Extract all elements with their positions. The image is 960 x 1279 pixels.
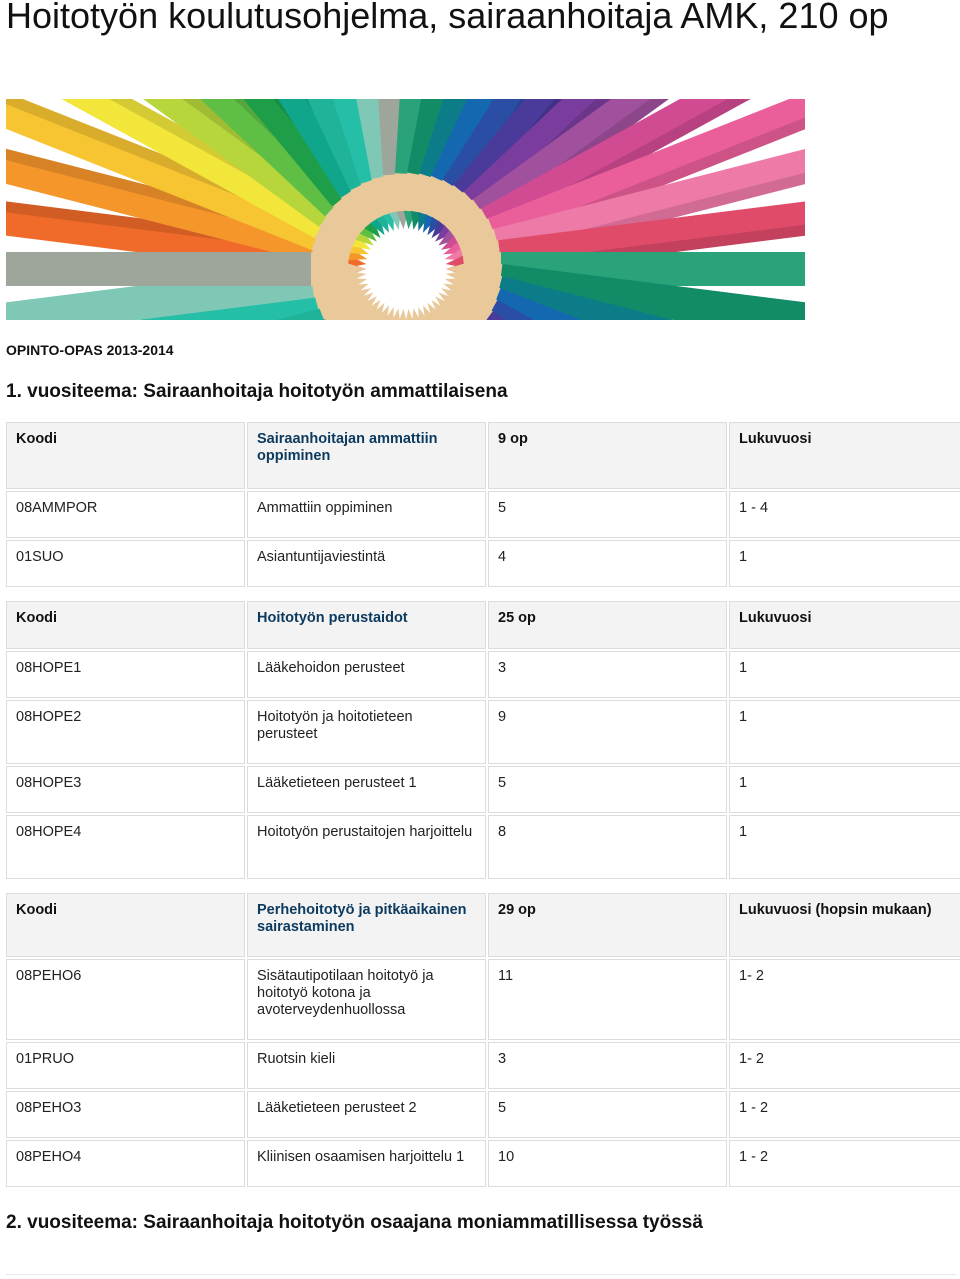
group-header-row <box>6 893 960 957</box>
group-header-row <box>6 422 960 489</box>
course-name: Hoitotyön perustaitojen harjoittelu <box>247 815 486 879</box>
course-code: 08HOPE3 <box>6 766 245 813</box>
course-name: Lääketieteen perusteet 2 <box>247 1091 486 1138</box>
group-credits: 25 op <box>488 601 727 649</box>
course-year: 1 - 2 <box>729 1140 960 1187</box>
course-credits: 3 <box>488 1042 727 1089</box>
group-credits: 29 op <box>488 893 727 957</box>
course-name: Hoitotyön ja hoitotieteen perusteet <box>247 700 486 764</box>
course-code: 08HOPE1 <box>6 651 245 698</box>
header-code: Koodi <box>6 893 245 957</box>
group-credits: 9 op <box>488 422 727 489</box>
section-heading-year-1: 1. vuositeema: Sairaanhoitaja hoitotyön ammattilaisena <box>6 381 508 402</box>
colored-pencils-image <box>6 99 805 320</box>
table-row <box>6 491 960 538</box>
header-year: Lukuvuosi <box>729 422 960 489</box>
group-title: Sairaanhoitajan ammattiin oppiminen <box>247 422 486 489</box>
course-credits: 3 <box>488 651 727 698</box>
course-code: 08PEHO4 <box>6 1140 245 1187</box>
course-credits: 5 <box>488 491 727 538</box>
course-credits: 8 <box>488 815 727 879</box>
course-year: 1 <box>729 700 960 764</box>
course-year: 1- 2 <box>729 1042 960 1089</box>
group-header-row <box>6 601 960 649</box>
header-year: Lukuvuosi <box>729 601 960 649</box>
course-code: 08HOPE4 <box>6 815 245 879</box>
course-year: 1 <box>729 651 960 698</box>
divider <box>6 1274 956 1275</box>
course-name: Kliinisen osaamisen harjoittelu 1 <box>247 1140 486 1187</box>
table-row <box>6 651 960 698</box>
course-year: 1 <box>729 815 960 879</box>
header-code: Koodi <box>6 422 245 489</box>
course-year: 1- 2 <box>729 959 960 1040</box>
course-table <box>4 420 960 1189</box>
course-code: 08HOPE2 <box>6 700 245 764</box>
group-spacer <box>6 881 960 891</box>
table-row <box>6 959 960 1040</box>
course-year: 1 <box>729 766 960 813</box>
course-name: Lääketieteen perusteet 1 <box>247 766 486 813</box>
course-name: Ruotsin kieli <box>247 1042 486 1089</box>
course-code: 08PEHO6 <box>6 959 245 1040</box>
header-year: Lukuvuosi (hopsin mukaan) <box>729 893 960 957</box>
course-credits: 10 <box>488 1140 727 1187</box>
header-code: Koodi <box>6 601 245 649</box>
study-guide-label: OPINTO-OPAS 2013-2014 <box>6 342 174 358</box>
course-code: 08AMMPOR <box>6 491 245 538</box>
course-credits: 11 <box>488 959 727 1040</box>
course-name: Ammattiin oppiminen <box>247 491 486 538</box>
group-spacer <box>6 589 960 599</box>
course-name: Lääkehoidon perusteet <box>247 651 486 698</box>
course-credits: 4 <box>488 540 727 587</box>
course-code: 08PEHO3 <box>6 1091 245 1138</box>
course-credits: 5 <box>488 766 727 813</box>
table-row <box>6 1140 960 1187</box>
colored-pencils-icon <box>6 99 805 320</box>
table-row <box>6 815 960 879</box>
course-name: Asiantuntijaviestintä <box>247 540 486 587</box>
table-row <box>6 700 960 764</box>
page-title: Hoitotyön koulutusohjelma, sairaanhoitaja AMK, 210 op <box>6 0 889 36</box>
course-credits: 9 <box>488 700 727 764</box>
course-code: 01PRUO <box>6 1042 245 1089</box>
group-title: Hoitotyön perustaidot <box>247 601 486 649</box>
course-name: Sisätautipotilaan hoitotyö ja hoitotyö kotona ja avoterveydenhuollossa <box>247 959 486 1040</box>
course-code: 01SUO <box>6 540 245 587</box>
table-row <box>6 766 960 813</box>
course-year: 1 <box>729 540 960 587</box>
course-year: 1 - 4 <box>729 491 960 538</box>
section-heading-year-2: 2. vuositeema: Sairaanhoitaja hoitotyön osaajana moniammatillisessa työssä <box>6 1212 703 1233</box>
course-year: 1 - 2 <box>729 1091 960 1138</box>
table-row <box>6 540 960 587</box>
group-title: Perhehoitotyö ja pitkäaikainen sairastaminen <box>247 893 486 957</box>
table-row <box>6 1042 960 1089</box>
table-row <box>6 1091 960 1138</box>
course-credits: 5 <box>488 1091 727 1138</box>
